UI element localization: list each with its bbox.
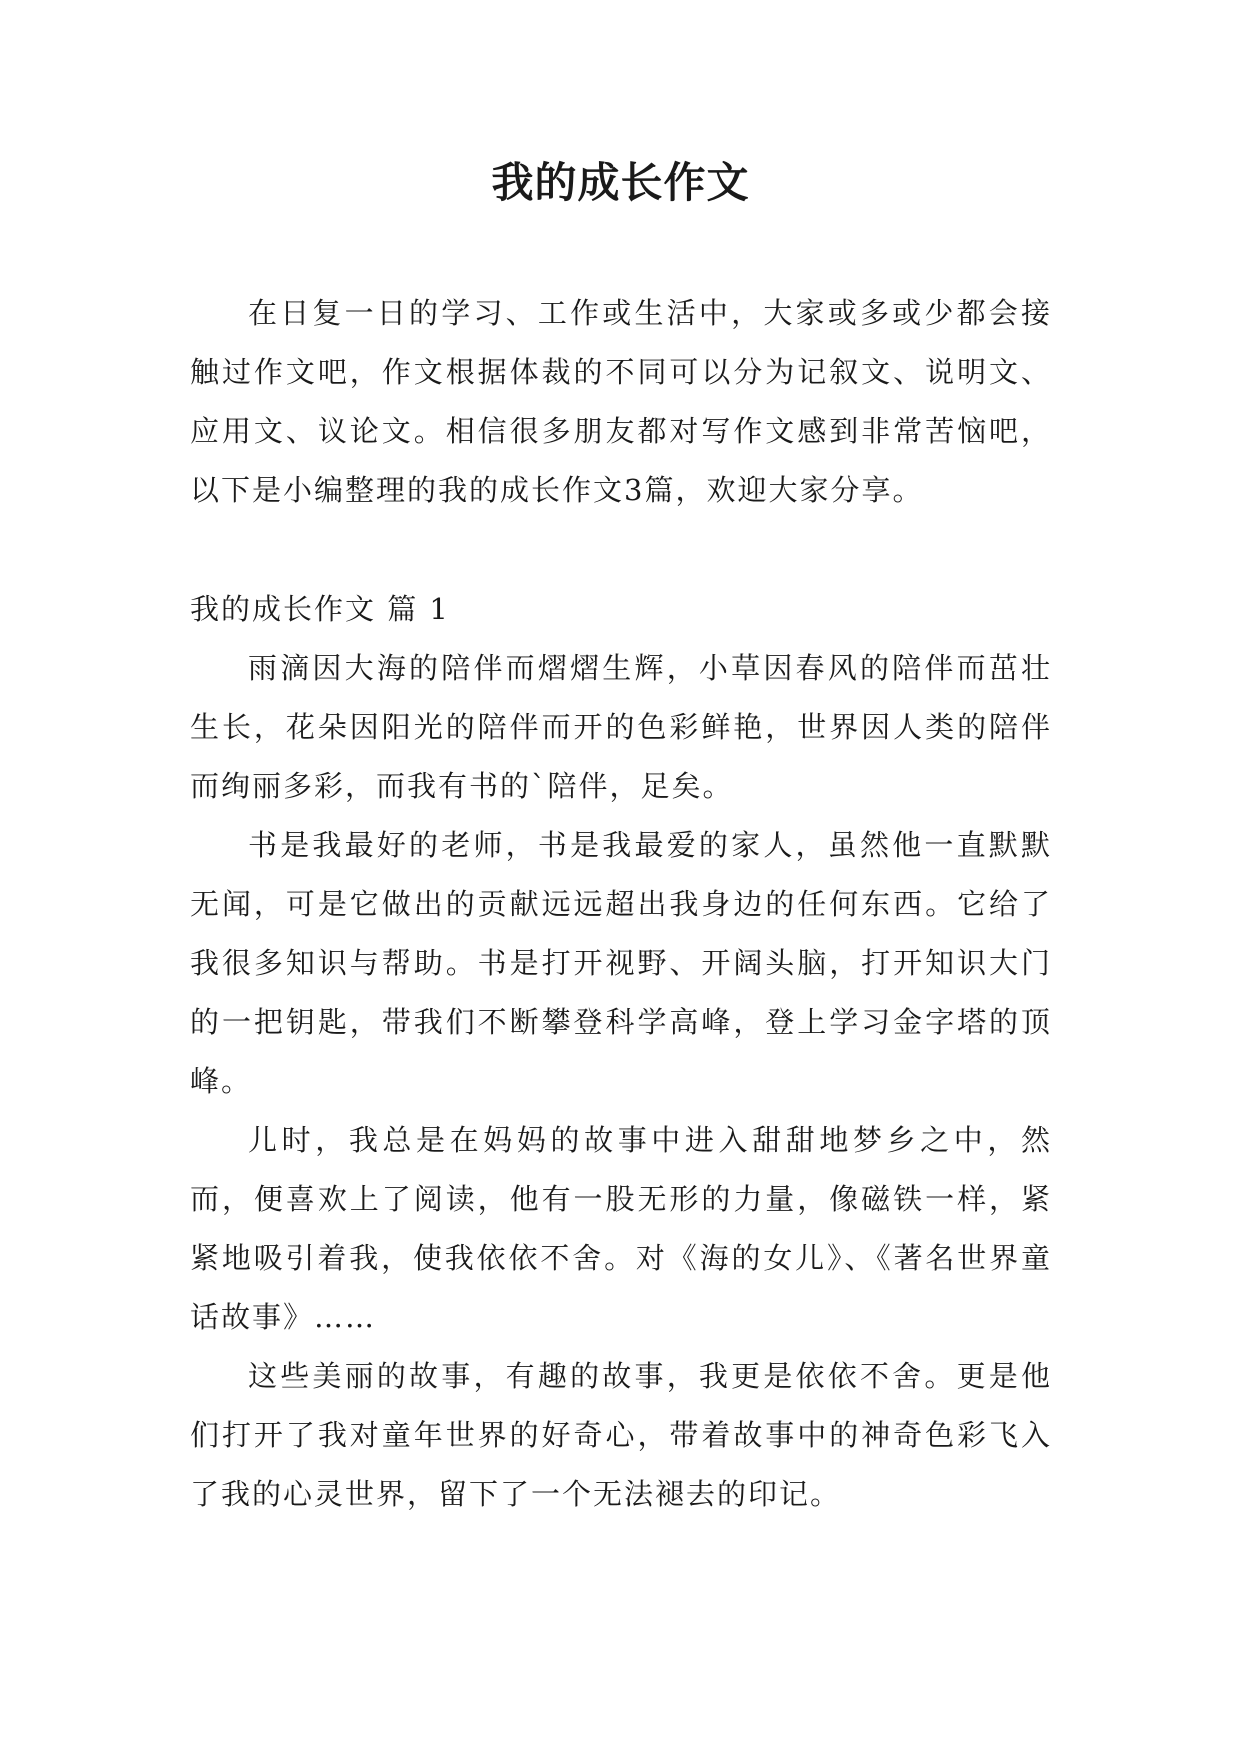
body-paragraph: 这些美丽的故事，有趣的故事，我更是依依不舍。更是他们打开了我对童年世界的好奇心，带着故事中的神奇色彩飞入了我的心灵世界，留下了一个无法褪去的印记。 bbox=[190, 1359, 1052, 1511]
section-heading: 我的成长作文 篇 1 bbox=[190, 592, 450, 626]
body-paragraph: 儿时，我总是在妈妈的故事中进入甜甜地梦乡之中，然而，便喜欢上了阅读，他有一股无形的力量，像磁铁一样，紧紧地吸引着我，使我依依不舍。对《海的女儿》、《著名世界童话故事》…… bbox=[190, 1123, 1052, 1334]
document-body bbox=[190, 284, 1052, 1524]
body-paragraph: 书是我最好的老师，书是我最爱的家人，虽然他一直默默无闻，可是它做出的贡献远远超出我身边的任何东西。它给了我很多知识与帮助。书是打开视野、开阔头脑，打开知识大门的一把钥匙，带我们不断攀登科学高峰，登上学习金字塔的顶峰。 bbox=[190, 828, 1052, 1098]
document-title: 我的成长作文 bbox=[491, 158, 750, 207]
body-paragraph: 雨滴因大海的陪伴而熠熠生辉，小草因春风的陪伴而茁壮生长，花朵因阳光的陪伴而开的色彩鲜艳，世界因人类的陪伴而绚丽多彩，而我有书的`陪伴，足矣。 bbox=[190, 651, 1052, 803]
intro-paragraph: 在日复一日的学习、工作或生活中，大家或多或少都会接触过作文吧，作文根据体裁的不同可以分为记叙文、说明文、应用文、议论文。相信很多朋友都对写作文感到非常苦恼吧，以下是小编整理的我的成长作文3篇，欢迎大家分享。 bbox=[190, 296, 1052, 507]
